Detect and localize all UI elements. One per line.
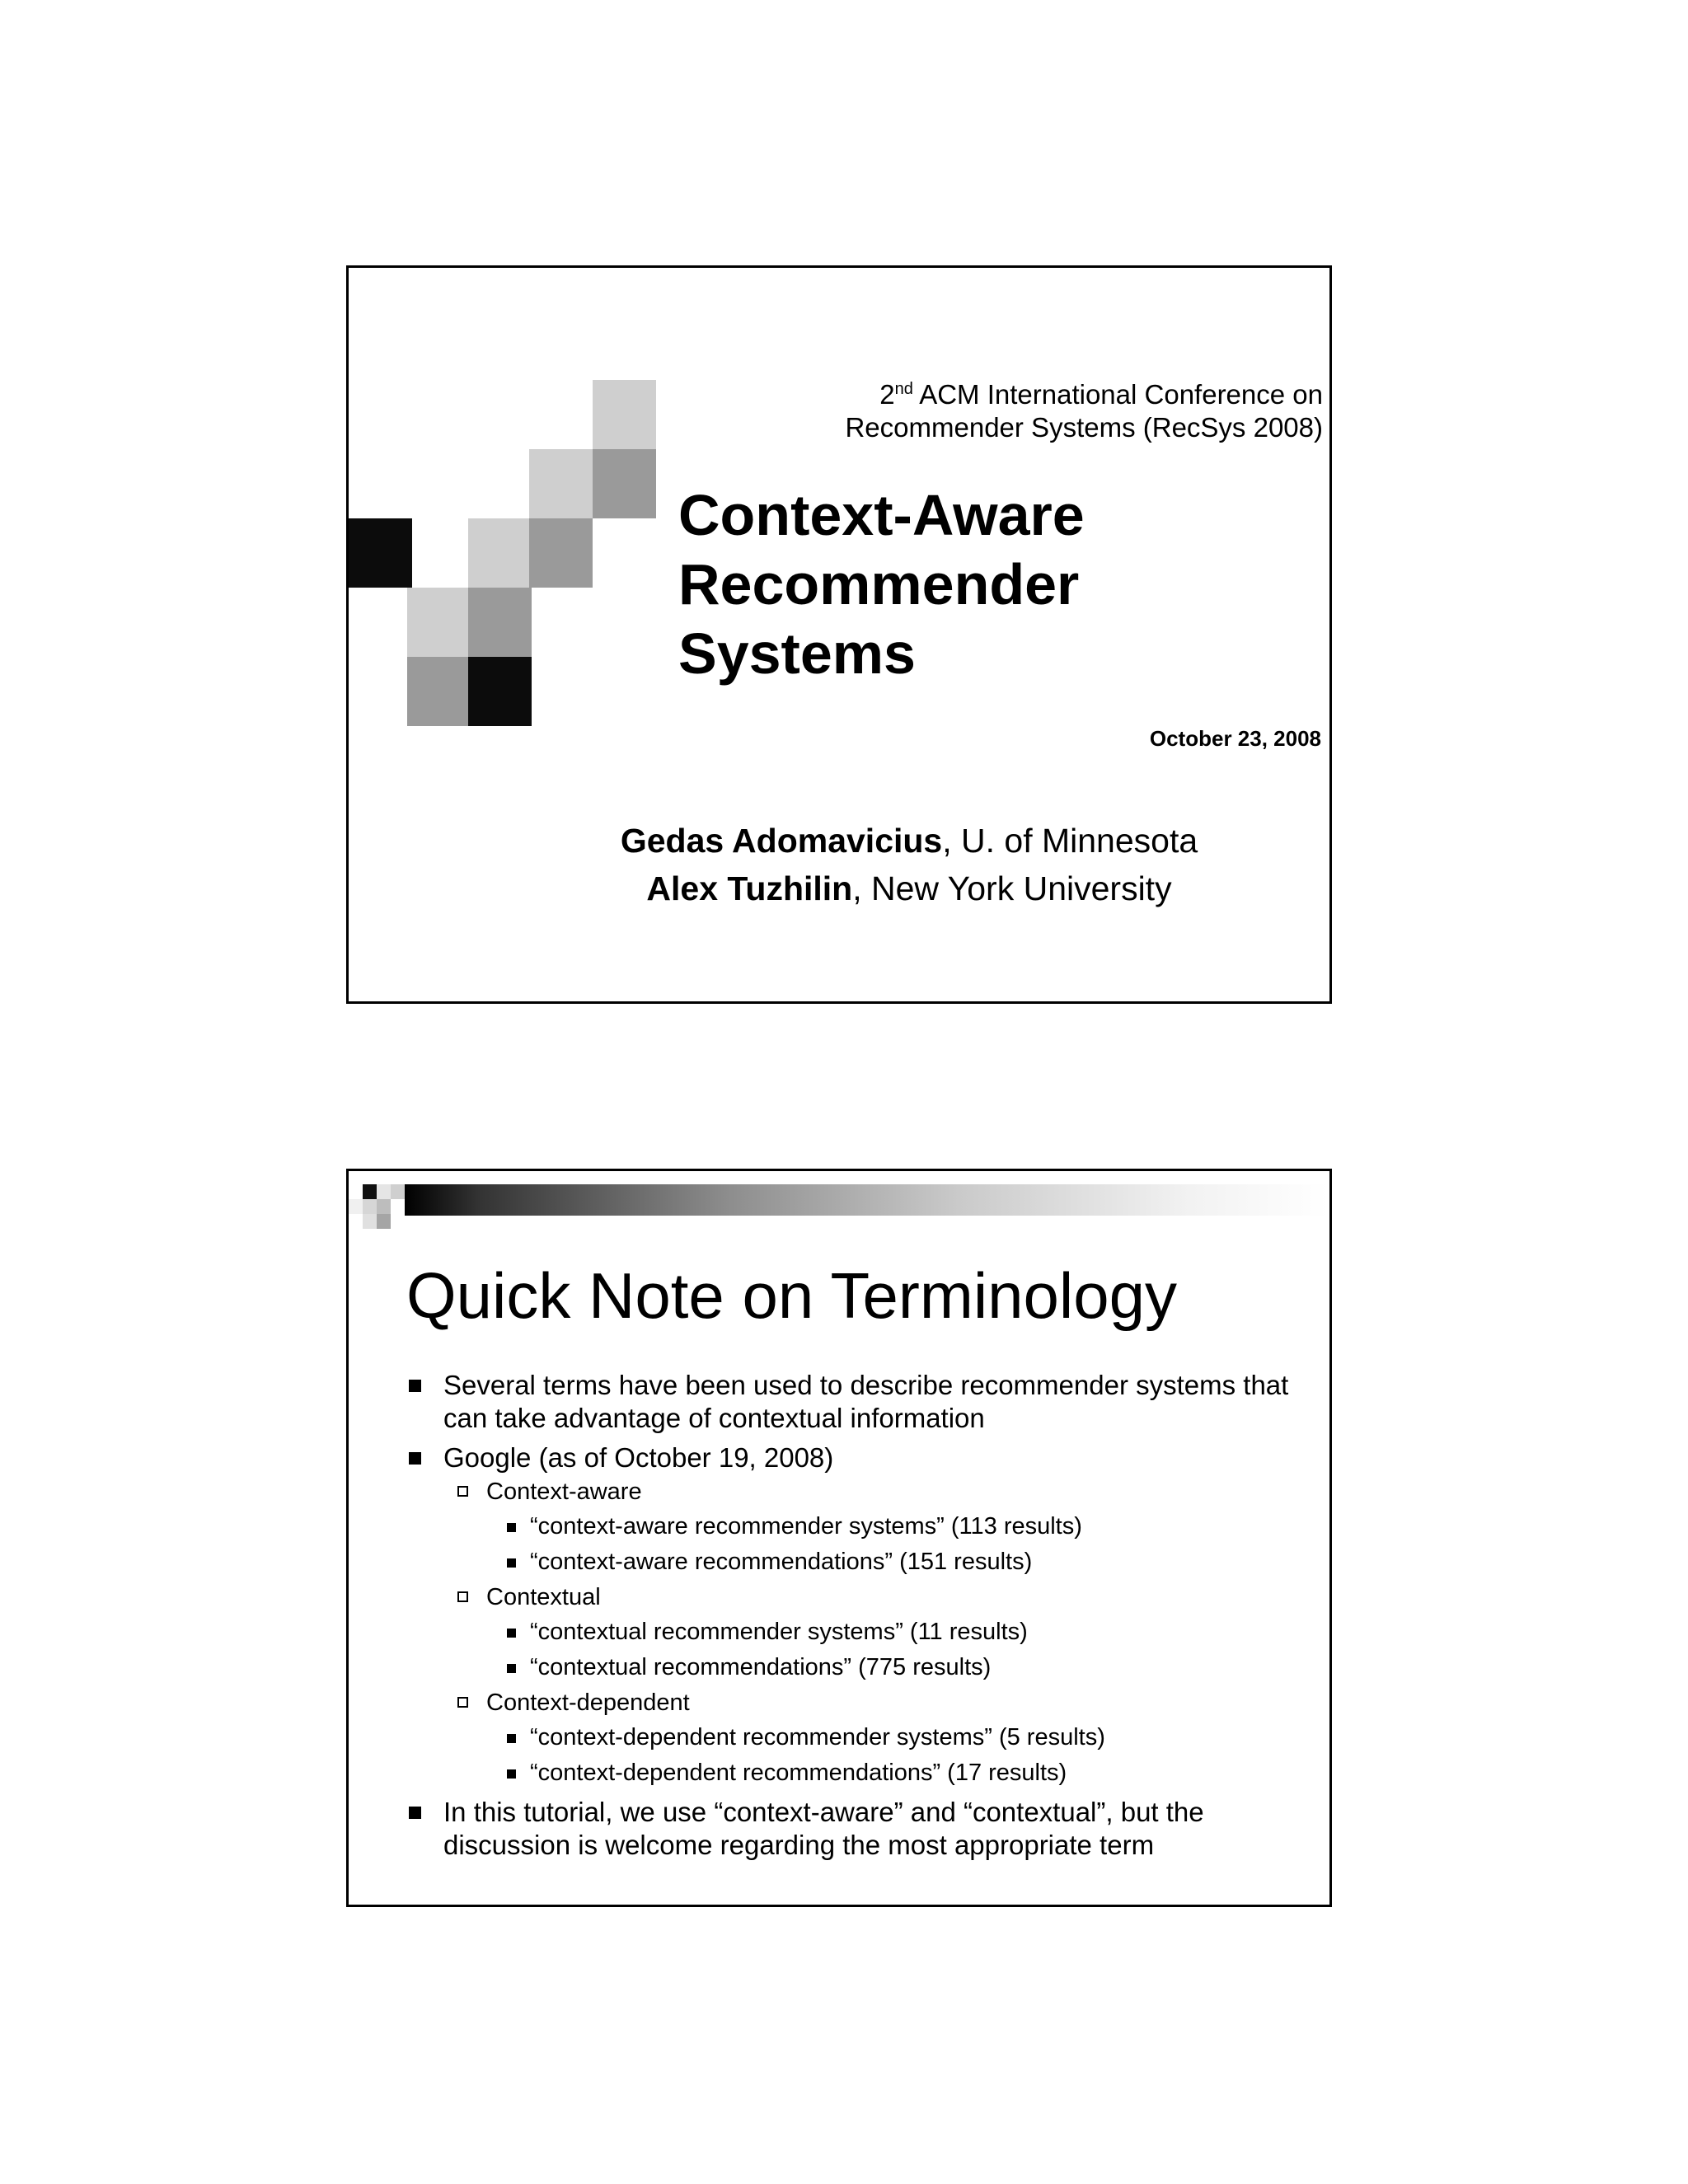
list-item: Context-dependent <box>406 1685 1296 1720</box>
pattern-square <box>349 518 412 588</box>
author-line <box>596 817 1222 865</box>
list-item: Contextual <box>406 1580 1296 1615</box>
list-item: Several terms have been used to describe recommender systems that can take advantage of contextual information <box>406 1369 1296 1435</box>
pattern-square <box>468 588 532 657</box>
header-square <box>363 1214 377 1229</box>
list-item: “contextual recommender systems” (11 results) <box>406 1615 1296 1650</box>
conference-line1: ACM International Conference on <box>912 379 1323 410</box>
list-item: Google (as of October 19, 2008) <box>406 1441 1296 1474</box>
list-item: “context-dependent recommender systems” (5 results) <box>406 1720 1296 1755</box>
author-affiliation: , U. of Minnesota <box>942 822 1198 860</box>
pattern-square <box>468 518 532 588</box>
list-item: In this tutorial, we use “context-aware” and “contextual”, but the discussion is welcome regarding the most appropriate term <box>406 1796 1296 1862</box>
pattern-square <box>407 588 471 657</box>
title-slide <box>346 265 1332 1004</box>
pattern-square <box>468 657 532 726</box>
presentation-date: October 23, 2008 <box>1149 726 1321 751</box>
conference-ordinal-suffix: nd <box>894 380 913 398</box>
list-item: Context-aware <box>406 1474 1296 1509</box>
conference-ordinal: 2 <box>879 379 895 410</box>
header-square <box>363 1184 377 1199</box>
conference-line2: Recommender Systems (RecSys 2008) <box>845 412 1323 443</box>
list-item: “context-aware recommendations” (151 results) <box>406 1544 1296 1580</box>
header-square <box>363 1199 377 1214</box>
conference-name <box>746 378 1323 444</box>
pattern-square <box>593 380 656 449</box>
title-line: Context-Aware <box>678 483 1085 547</box>
pattern-square <box>529 518 593 588</box>
header-gradient-bar <box>405 1184 1328 1216</box>
pattern-square <box>593 449 656 518</box>
author-affiliation: , New York University <box>852 869 1172 907</box>
terminology-slide <box>346 1169 1332 1907</box>
pattern-square <box>407 657 471 726</box>
header-square <box>377 1199 391 1214</box>
author-name: Gedas Adomavicius <box>620 822 943 860</box>
list-item: “context-aware recommender systems” (113 results) <box>406 1509 1296 1544</box>
header-square <box>377 1184 391 1199</box>
bullet-list <box>406 1369 1296 1868</box>
slide-title: Quick Note on Terminology <box>406 1259 1178 1332</box>
header-square <box>349 1199 363 1214</box>
authors-block <box>596 817 1222 912</box>
header-square <box>377 1214 391 1229</box>
title-line: Systems <box>678 621 916 686</box>
list-item: “contextual recommendations” (775 results) <box>406 1650 1296 1685</box>
slide-title <box>678 480 1255 688</box>
list-item: “context-dependent recommendations” (17 results) <box>406 1755 1296 1791</box>
author-name: Alex Tuzhilin <box>646 869 853 907</box>
author-line <box>596 865 1222 912</box>
header-square <box>391 1184 405 1199</box>
title-line: Recommender <box>678 552 1080 616</box>
pattern-square <box>529 449 593 518</box>
